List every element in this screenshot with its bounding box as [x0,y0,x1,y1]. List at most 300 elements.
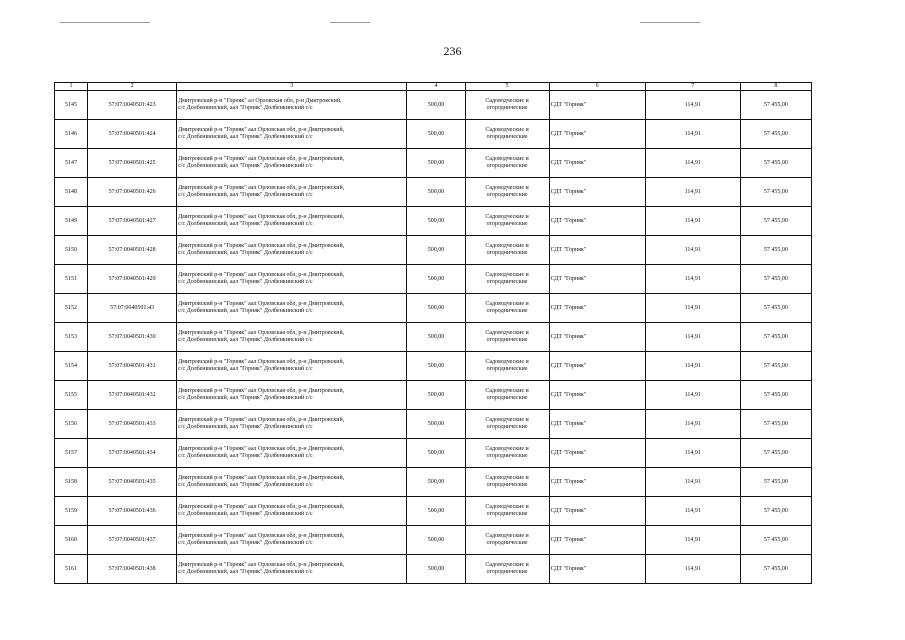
column-header: 1 [55,83,88,91]
address-text: Дмитровский р-н "Горняк" аал Орловская обл, р-н Дмитровский, [178,272,345,278]
row-number-cell [55,468,88,497]
address-cell [177,265,407,294]
column-header: 7 [645,83,740,91]
cadastral-number-text: 57:07:0040501:426 [108,188,156,195]
row-number-text: 5159 [65,507,78,514]
area-cell [407,381,465,410]
land-use-text: Садоводческие и [485,98,529,104]
land-use-text: огороднические [486,308,528,314]
area-cell [407,207,465,236]
holder-text: СДТ "Горняк" [550,536,587,543]
row-number-cell [55,91,88,120]
address-text: Дмитровский р-н "Горняк" аал Орловская обл, р-н Дмитровский, [178,156,345,162]
row-number-cell [55,120,88,149]
area-text: 500,00 [427,246,445,253]
address-text: с/с Долбенкинский, аал "Горняк" Долбенкинский с/с [178,569,313,575]
column-header: 6 [549,83,645,91]
rate-text: 114,91 [684,217,701,224]
cadastral-value-text: 57 455,00 [763,565,788,572]
address-cell [177,555,407,584]
rate-cell [645,381,740,410]
holder-cell [549,294,645,323]
land-use-cell [465,526,549,555]
land-use-text: огороднические [486,250,528,256]
address-text: с/с Долбенкинский, аал "Горняк" Долбенкинский с/с [178,163,313,169]
column-header: 8 [740,83,811,91]
row-number-text: 5155 [65,391,78,398]
cadastral-value-cell [740,381,811,410]
area-cell [407,149,465,178]
land-use-cell [465,178,549,207]
cadastral-value-text: 57 455,00 [763,188,788,195]
land-use-text: огороднические [486,511,528,517]
area-text: 500,00 [427,391,445,398]
cadastral-number-text: 57:07:0040501:438 [108,565,156,572]
table-row [55,352,812,381]
area-cell [407,555,465,584]
cadastral-value-text: 57 455,00 [763,217,788,224]
land-use-text: Садоводческие и [485,562,529,568]
address-text: Дмитровский р-н "Горняк" аал Орловская обл, р-н Дмитровский, [178,446,345,452]
address-text: Дмитровский р-н "Горняк" аал Орловская обл, р-н Дмитровский, [178,185,345,191]
land-use-text: огороднические [486,163,528,169]
rate-cell [645,526,740,555]
holder-cell [549,120,645,149]
area-text: 500,00 [427,536,445,543]
address-text: с/с Долбенкинский, аал "Горняк" Долбенкинский с/с [178,105,313,111]
row-number-text: 5157 [65,449,78,456]
holder-cell [549,207,645,236]
holder-cell [549,236,645,265]
column-header: 4 [407,83,465,91]
rate-text: 114,91 [684,391,701,398]
table-row [55,178,812,207]
table-row [55,439,812,468]
holder-text: СДТ "Горняк" [550,565,587,572]
row-number-text: 5161 [65,565,78,572]
cadastral-number-cell [88,207,177,236]
land-use-text: огороднические [486,366,528,372]
cadastral-number-text: 57:07:0040501:433 [108,420,156,427]
holder-text: СДТ "Горняк" [550,159,587,166]
holder-text: СДТ "Горняк" [550,130,587,137]
holder-text: СДТ "Горняк" [550,304,587,311]
cadastral-number-text: 57:07:0040501:430 [108,333,156,340]
holder-text: СДТ "Горняк" [550,507,587,514]
table-row [55,265,812,294]
address-text: с/с Долбенкинский, аал "Горняк" Долбенкинский с/с [178,308,313,314]
cadastral-value-text: 57 455,00 [763,391,788,398]
land-use-text: Садоводческие и [485,388,529,394]
rate-cell [645,236,740,265]
area-text: 500,00 [427,507,445,514]
area-cell [407,323,465,352]
cadastral-number-cell [88,294,177,323]
rate-text: 114,91 [684,101,701,108]
address-cell [177,178,407,207]
holder-text: СДТ "Горняк" [550,101,587,108]
cadastral-number-text: 57:07:0040501:428 [108,246,156,253]
row-number-text: 5158 [65,478,78,485]
land-use-text: Садоводческие и [485,301,529,307]
rate-cell [645,497,740,526]
cadastral-value-cell [740,352,811,381]
cadastral-value-text: 57 455,00 [763,130,788,137]
area-text: 500,00 [427,333,445,340]
land-use-text: огороднические [486,540,528,546]
rate-text: 114,91 [684,159,701,166]
holder-cell [549,468,645,497]
land-use-text: Садоводческие и [485,446,529,452]
cadastral-number-text: 57:07:0040501:425 [108,159,156,166]
holder-cell [549,526,645,555]
table-row [55,294,812,323]
address-text: с/с Долбенкинский, аал "Горняк" Долбенкинский с/с [178,337,313,343]
cadastral-number-cell [88,468,177,497]
cadastral-value-cell [740,323,811,352]
address-text: Дмитровский р-н "Горняк" аал Орловская обл, р-н Дмитровский, [178,562,345,568]
address-text: с/с Долбенкинский, аал "Горняк" Долбенкинский с/с [178,395,313,401]
area-text: 500,00 [427,362,445,369]
table-row [55,149,812,178]
address-text: Дмитровский р-н "Горняк" аал Орловская обл, р-н Дмитровский, [178,330,345,336]
rate-text: 114,91 [684,188,701,195]
address-text: с/с Долбенкинский, аал "Горняк" Долбенкинский с/с [178,279,313,285]
address-cell [177,439,407,468]
table-row [55,91,812,120]
land-use-cell [465,555,549,584]
rate-cell [645,352,740,381]
holder-cell [549,91,645,120]
rate-text: 114,91 [684,565,701,572]
address-cell [177,410,407,439]
row-number-cell [55,236,88,265]
cadastral-number-cell [88,381,177,410]
area-cell [407,352,465,381]
cadastral-number-cell [88,352,177,381]
land-use-text: Садоводческие и [485,243,529,249]
cadastral-number-cell [88,410,177,439]
address-text: Дмитровский р-н "Горняк" аал Орловская обл, р-н Дмитровский, [178,359,345,365]
address-text: с/с Долбенкинский, аал "Горняк" Долбенкинский с/с [178,134,313,140]
row-number-text: 5152 [65,304,78,311]
row-number-text: 5146 [65,130,78,137]
rate-cell [645,265,740,294]
address-text: Дмитровский р-н "Горняк" аал Орловская обл, р-н Дмитровский, [178,388,345,394]
rate-cell [645,207,740,236]
cadastral-value-cell [740,526,811,555]
land-use-text: Садоводческие и [485,185,529,191]
land-use-text: огороднические [486,105,528,111]
rate-cell [645,294,740,323]
area-cell [407,236,465,265]
cadastral-number-text: 57:07:0040501:423 [108,101,156,108]
cadastral-number-cell [88,497,177,526]
land-use-cell [465,236,549,265]
cadastral-number-cell [88,439,177,468]
cadastral-value-text: 57 455,00 [763,449,788,456]
address-cell [177,91,407,120]
page-number: 236 [443,44,462,58]
land-use-text: огороднические [486,395,528,401]
address-text: с/с Долбенкинский, аал "Горняк" Долбенкинский с/с [178,366,313,372]
land-use-text: огороднические [486,134,528,140]
address-text: Дмитровский р-н "Горняк" аал Орловская обл, р-н Дмитровский, [178,533,345,539]
row-number-cell [55,352,88,381]
rate-text: 114,91 [684,420,701,427]
cadastral-number-text: 57:07:0040501:427 [108,217,156,224]
area-text: 500,00 [427,304,445,311]
cadastral-value-cell [740,497,811,526]
address-text: с/с Долбенкинский, аал "Горняк" Долбенкинский с/с [178,540,313,546]
row-number-cell [55,207,88,236]
address-cell [177,352,407,381]
rate-text: 114,91 [684,333,701,340]
scan-artifact [60,22,150,23]
cadastral-number-text: 57:07:0040501:424 [108,130,156,137]
holder-cell [549,323,645,352]
area-text: 500,00 [427,130,445,137]
row-number-text: 5156 [65,420,78,427]
area-text: 500,00 [427,478,445,485]
area-text: 500,00 [427,188,445,195]
column-header: 5 [465,83,549,91]
cadastral-value-cell [740,410,811,439]
holder-cell [549,149,645,178]
land-use-text: Садоводческие и [485,272,529,278]
address-text: с/с Долбенкинский, аал "Горняк" Долбенкинский с/с [178,221,313,227]
holder-cell [549,352,645,381]
land-use-text: огороднические [486,337,528,343]
address-text: Дмитровский р-н "Горняк" аал Орловская обл, р-н Дмитровский, [178,127,345,133]
land-use-cell [465,352,549,381]
cadastral-value-cell [740,149,811,178]
land-use-text: Садоводческие и [485,156,529,162]
row-number-cell [55,149,88,178]
land-use-cell [465,381,549,410]
cadastral-value-cell [740,468,811,497]
row-number-text: 5148 [65,188,78,195]
land-use-cell [465,410,549,439]
land-use-cell [465,149,549,178]
land-use-text: Садоводческие и [485,417,529,423]
area-cell [407,497,465,526]
cadastral-number-cell [88,149,177,178]
area-cell [407,439,465,468]
land-use-text: огороднические [486,221,528,227]
row-number-text: 5145 [65,101,78,108]
rate-cell [645,149,740,178]
area-text: 500,00 [427,565,445,572]
scan-artifact [330,22,370,23]
land-use-cell [465,294,549,323]
cadastral-number-cell [88,120,177,149]
table-row [55,323,812,352]
address-text: Дмитровский р-н "Горняк" аал Орловская обл, р-н Дмитровский, [178,417,345,423]
holder-cell [549,497,645,526]
land-use-cell [465,265,549,294]
cadastral-number-cell [88,526,177,555]
cadastral-number-text: 57:07:0040501:435 [108,478,156,485]
table-row [55,526,812,555]
area-cell [407,468,465,497]
cadastral-value-text: 57 455,00 [763,507,788,514]
land-registry-table [54,82,812,584]
cadastral-number-cell [88,555,177,584]
holder-text: СДТ "Горняк" [550,420,587,427]
land-use-cell [465,323,549,352]
area-text: 500,00 [427,449,445,456]
land-use-cell [465,497,549,526]
land-use-text: Садоводческие и [485,533,529,539]
cadastral-value-text: 57 455,00 [763,304,788,311]
land-use-cell [465,468,549,497]
address-cell [177,468,407,497]
cadastral-number-text: 57:07:0040501:437 [108,536,156,543]
address-text: с/с Долбенкинский, аал "Горняк" Долбенкинский с/с [178,250,313,256]
rate-text: 114,91 [684,536,701,543]
row-number-text: 5147 [65,159,78,166]
row-number-cell [55,294,88,323]
row-number-cell [55,555,88,584]
cadastral-number-cell [88,323,177,352]
holder-cell [549,410,645,439]
cadastral-number-text: 57:07:0040501:432 [108,391,156,398]
address-text: с/с Долбенкинский, аал "Горняк" Долбенкинский с/с [178,453,313,459]
cadastral-value-text: 57 455,00 [763,478,788,485]
land-use-text: Садоводческие и [485,504,529,510]
land-use-text: огороднические [486,279,528,285]
address-text: с/с Долбенкинский, аал "Горняк" Долбенкинский с/с [178,192,313,198]
holder-text: СДТ "Горняк" [550,188,587,195]
rate-text: 114,91 [684,362,701,369]
holder-text: СДТ "Горняк" [550,275,587,282]
cadastral-value-text: 57 455,00 [763,159,788,166]
area-cell [407,265,465,294]
rate-cell [645,178,740,207]
area-text: 500,00 [427,420,445,427]
cadastral-number-cell [88,265,177,294]
table-row [55,497,812,526]
column-header: 2 [88,83,177,91]
row-number-cell [55,178,88,207]
table-row [55,555,812,584]
area-text: 500,00 [427,159,445,166]
cadastral-value-text: 57 455,00 [763,536,788,543]
address-text: Дмитровский р-н "Горняк" аал Орловская обл, р-н Дмитровский, [178,214,345,220]
cadastral-number-text: 57:07:0040501:434 [108,449,156,456]
cadastral-value-cell [740,265,811,294]
cadastral-value-cell [740,120,811,149]
rate-text: 114,91 [684,449,701,456]
address-text: Дмитровский р-н "Горняк" аал Орловская обл, р-н Дмитровский, [178,301,345,307]
rate-cell [645,468,740,497]
table-row [55,207,812,236]
holder-text: СДТ "Горняк" [550,246,587,253]
cadastral-number-text: 57:07:0040501:431 [108,362,156,369]
header-row [55,83,812,91]
rate-text: 114,91 [684,304,701,311]
cadastral-number-cell [88,91,177,120]
address-cell [177,149,407,178]
rate-text: 114,91 [684,478,701,485]
land-use-text: огороднические [486,569,528,575]
cadastral-value-cell [740,439,811,468]
cadastral-value-text: 57 455,00 [763,275,788,282]
holder-text: СДТ "Горняк" [550,333,587,340]
holder-text: СДТ "Горняк" [550,362,587,369]
area-cell [407,91,465,120]
rate-text: 114,91 [684,507,701,514]
holder-text: СДТ "Горняк" [550,391,587,398]
cadastral-value-cell [740,555,811,584]
land-use-text: огороднические [486,453,528,459]
cadastral-value-cell [740,178,811,207]
row-number-cell [55,410,88,439]
rate-cell [645,323,740,352]
table-row [55,468,812,497]
area-cell [407,120,465,149]
rate-cell [645,91,740,120]
row-number-text: 5153 [65,333,78,340]
rate-text: 114,91 [684,246,701,253]
holder-text: СДТ "Горняк" [550,217,587,224]
land-use-text: огороднические [486,482,528,488]
address-text: Дмитровский р-н "Горняк" аал Орловская обл, р-н Дмитровский, [178,475,345,481]
table-row [55,381,812,410]
address-text: Дмитровский р-н "Горняк" аал Орловская обл, р-н Дмитровский, [178,504,345,510]
cadastral-value-cell [740,236,811,265]
land-use-cell [465,120,549,149]
holder-text: СДТ "Горняк" [550,478,587,485]
holder-cell [549,439,645,468]
cadastral-value-text: 57 455,00 [763,362,788,369]
cadastral-number-cell [88,236,177,265]
address-cell [177,323,407,352]
land-use-text: Садоводческие и [485,214,529,220]
land-use-text: Садоводческие и [485,475,529,481]
rate-cell [645,555,740,584]
holder-cell [549,265,645,294]
address-text: Дмитровский р-н "Горняк" ал Орловская обл, р-н Дмитровский, [178,98,342,104]
rate-text: 114,91 [684,275,701,282]
address-cell [177,207,407,236]
land-use-text: Садоводческие и [485,127,529,133]
address-cell [177,526,407,555]
holder-cell [549,178,645,207]
land-use-text: огороднические [486,424,528,430]
row-number-cell [55,381,88,410]
address-text: с/с Долбенкинский, аал "Горняк" Долбенкинский с/с [178,424,313,430]
table-row [55,410,812,439]
cadastral-value-text: 57 455,00 [763,246,788,253]
row-number-cell [55,497,88,526]
area-cell [407,294,465,323]
cadastral-value-cell [740,207,811,236]
row-number-text: 5160 [65,536,78,543]
cadastral-value-cell [740,91,811,120]
cadastral-value-text: 57 455,00 [763,101,788,108]
address-cell [177,120,407,149]
scan-artifact [640,22,700,23]
area-cell [407,526,465,555]
row-number-cell [55,526,88,555]
land-use-cell [465,91,549,120]
land-use-cell [465,207,549,236]
cadastral-number-text: 57:07:0040501:43 [110,304,155,311]
holder-text: СДТ "Горняк" [550,449,587,456]
address-cell [177,236,407,265]
